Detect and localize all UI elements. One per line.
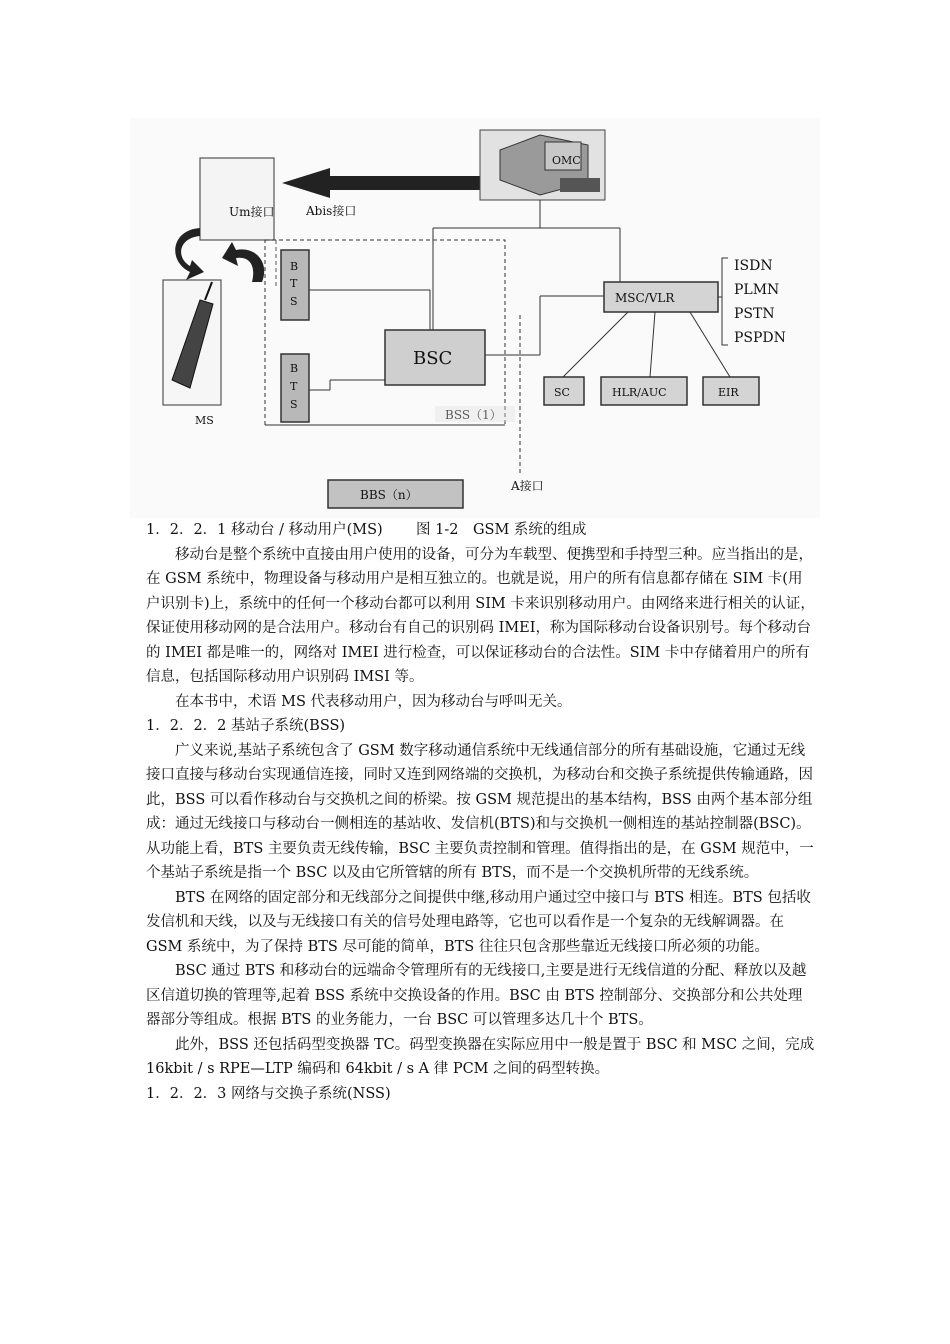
sc-label: SC xyxy=(554,386,570,399)
msc-vlr-label: MSC/VLR xyxy=(615,291,675,305)
svg-text:S: S xyxy=(290,295,298,308)
svg-text:T: T xyxy=(290,277,298,290)
bss-n-label: BBS（n） xyxy=(360,488,418,502)
heading-ms-text: 1．2．2．1 移动台 / 移动用户(MS) xyxy=(146,522,383,538)
paragraph-bss-1: 广义来说,基站子系统包含了 GSM 数字移动通信系统中无线通信部分的所有基础设施，它通过无线接口直接与移动台实现通信连接，同时又连到网络端的交换机，为移动台和交换子系统提供传输通路，因此，BSS 可以看作移动台与交换机之间的桥梁。按 GSM 规范提出的基本结构，BSS 由两个基本部分组成：通过无线接口与移动台一侧相连的基站收、发信机(BTS)和与交换机一侧相连的基站控制器(BSC)。从功能上看，BTS 主要负责无线传输，BSC 主要负责控制和管理。值得指出的是，在 GSM 规范中，一个基站子系统是指一个 BSC 以及由它所管辖的所有 BTS，而不是一个交换机所带的无线系统。 xyxy=(146,742,814,881)
isdn-label: ISDN xyxy=(734,258,773,274)
section-heading-bss: 1．2．2．2 基站子系统(BSS) xyxy=(146,718,346,734)
paragraph-bss-4: 此外，BSS 还包括码型变换器 TC。码型变换器在实际应用中一般是置于 BSC 和 MSC 之间，完成 16kbit / s RPE—LTP 编码和 64kbit / s A 律 PCM 之间的码型转换。 xyxy=(146,1036,815,1077)
section-heading-ms xyxy=(146,518,816,543)
ms-label: MS xyxy=(195,414,214,427)
paragraph-bss-3: BSC 通过 BTS 和移动台的远端命令管理所有的无线接口,主要是进行无线信道的分配、释放以及越区信道切换的管理等,起着 BSS 系统中交换设备的作用。BSC 由 BTS 控制部分、交换部分和公共处理器部分等组成。根据 BTS 的业务能力，一台 BSC 可以管理多达几十个 BTS。 xyxy=(146,963,807,1028)
bss-1-label: BSS（1） xyxy=(445,408,502,422)
pspdn-label: PSPDN xyxy=(734,330,786,346)
abis-interface-label: Abis接口 xyxy=(306,204,357,218)
eir-label: EIR xyxy=(718,386,739,399)
svg-text:B: B xyxy=(290,260,299,273)
um-interface-box xyxy=(200,158,274,240)
svg-text:T: T xyxy=(290,380,298,393)
plmn-label: PLMN xyxy=(734,282,780,298)
um-interface-label: Um接口 xyxy=(229,205,275,219)
pstn-label: PSTN xyxy=(734,306,775,322)
a-interface-label: A接口 xyxy=(511,479,544,493)
section-heading-nss: 1．2．2．3 网络与交换子系统(NSS) xyxy=(146,1085,391,1102)
paragraph-ms-1: 移动台是整个系统中直接由用户使用的设备，可分为车载型、便携型和手持型三种。应当指出的是，在 GSM 系统中，物理设备与移动用户是相互独立的。也就是说，用户的所有信息都存储在 SIM 卡(用户识别卡)上，系统中的任何一个移动台都可以利用 SIM 卡来识别移动用户。由网络来进行相关的认证，保证使用移动网的是合法用户。移动台有自己的识别码 IMEI，称为国际移动台设备识别号。每个移动台的 IMEI 都是唯一的，网络对 IMEI 进行检查，可以保证移动台的合法性。SIM 卡中存储着用户的所有信息，包括国际移动用户识别码 IMSI 等。 xyxy=(146,546,815,685)
paragraph-bss-2: BTS 在网络的固定部分和无线部分之间提供中继,移动用户通过空中接口与 BTS 相连。BTS 包括收发信机和天线，以及与无线接口有关的信号处理电路等，它也可以看作是一个复杂的无线解调器。在 GSM 系统中，为了保持 BTS 尽可能的简单，BTS 往往只包含那些靠近无线接口所必须的功能。 xyxy=(146,889,811,955)
gsm-architecture-diagram xyxy=(0,0,950,520)
document-body xyxy=(146,518,816,1106)
omc-computer xyxy=(480,130,605,200)
hlr-auc-label: HLR/AUC xyxy=(612,386,667,399)
paragraph-ms-2: 在本书中，术语 MS 代表移动用户，因为移动台与呼叫无关。 xyxy=(175,693,572,710)
omc-label: OMC xyxy=(552,154,581,167)
svg-text:S: S xyxy=(290,398,298,411)
figure-caption: 图 1-2 GSM 系统的组成 xyxy=(416,522,587,538)
svg-text:B: B xyxy=(290,362,299,375)
bsc-label: BSC xyxy=(413,348,453,369)
